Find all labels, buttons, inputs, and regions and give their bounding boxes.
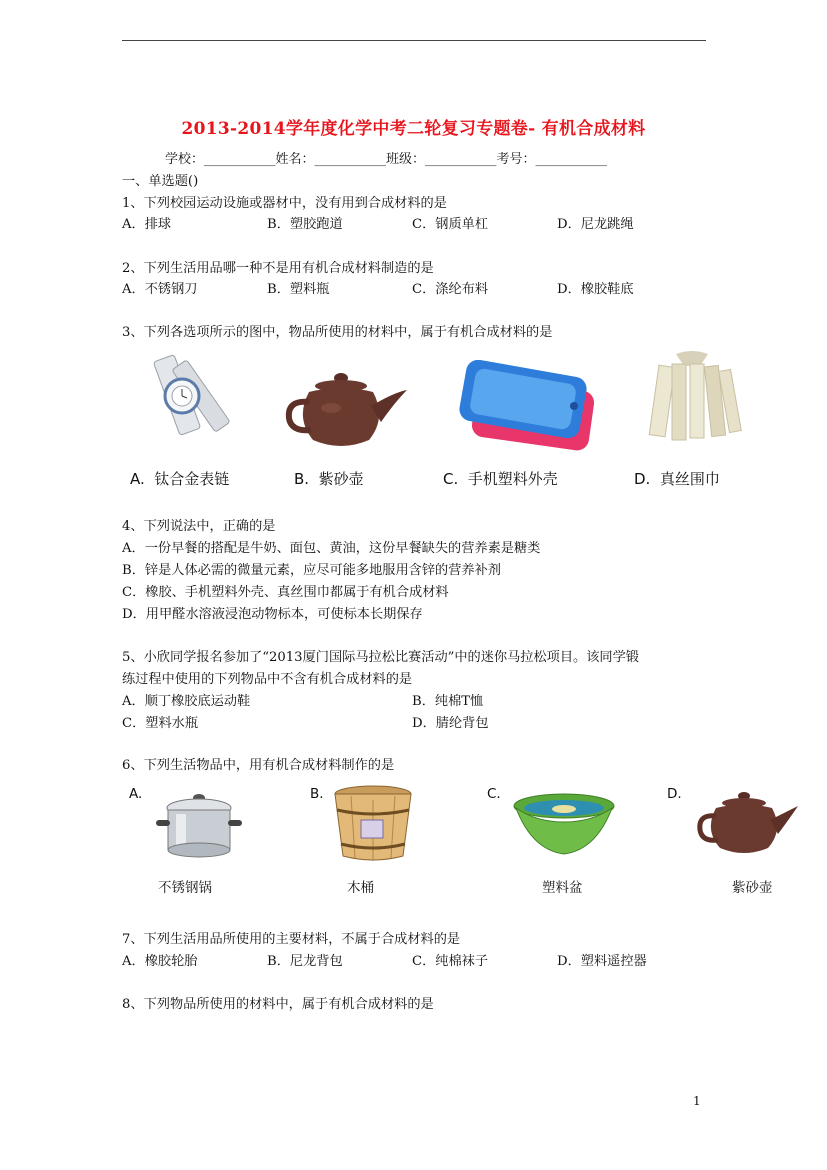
q7-option-b: B．尼龙背包 [267, 954, 343, 969]
q4-option-b: B．锌是人体必需的微量元素，应尽可能多地服用含锌的营养补剂 [122, 563, 501, 578]
wooden-bucket-image [329, 784, 417, 864]
q5-stem-line1: 5、小欣同学报名参加了“2013厦门国际马拉松比赛活动”中的迷你马拉松项目。该同学锻 [122, 650, 639, 665]
q1-option-a: A．排球 [122, 217, 172, 232]
q6-letter-b: B. [310, 786, 324, 802]
q6-caption-c: 塑料盆 [542, 880, 583, 896]
section-heading: 一、单选题() [122, 174, 199, 189]
q2-stem: 2、下列生活用品哪一种不是用有机合成材料制造的是 [122, 261, 434, 276]
q5-option-b: B．纯棉T恤 [412, 694, 484, 709]
q3-stem: 3、下列各选项所示的图中，物品所使用的材料中，属于有机合成材料的是 [122, 325, 553, 340]
page-number: 1 [693, 1094, 701, 1108]
clay-teapot-image-2 [694, 784, 800, 860]
q4-option-c: C．橡胶、手机塑料外壳、真丝围巾都属于有机合成材料 [122, 585, 449, 600]
q4-stem: 4、下列说法中，正确的是 [122, 519, 276, 534]
q6-letter-c: C. [487, 786, 501, 802]
header-rule [122, 40, 706, 41]
q2-option-d: D．橡胶鞋底 [557, 282, 634, 297]
q4-option-a: A．一份早餐的搭配是牛奶、面包、黄油，这份早餐缺失的营养素是糖类 [122, 541, 541, 556]
clay-teapot-image [283, 362, 411, 454]
q8-stem: 8、下列物品所使用的材料中，属于有机合成材料的是 [122, 997, 434, 1012]
q7-option-d: D．塑料遥控器 [557, 954, 647, 969]
stainless-pot-image [154, 786, 244, 862]
plastic-basin-image [512, 792, 616, 858]
q5-stem-line2: 练过程中使用的下列物品中不含有机合成材料的是 [122, 672, 413, 687]
q4-option-d: D．用甲醛水溶液浸泡动物标本，可使标本长期保存 [122, 607, 423, 622]
q5-option-c: C．塑料水瓶 [122, 716, 199, 731]
q5-option-a: A．顺丁橡胶底运动鞋 [122, 694, 251, 709]
titanium-watch-band-image [148, 352, 240, 438]
q3-caption-d: D. 真丝围巾 [634, 470, 720, 488]
q6-stem: 6、下列生活物品中，用有机合成材料制作的是 [122, 758, 395, 773]
q6-caption-b: 木桶 [347, 880, 374, 896]
q5-option-d: D．腈纶背包 [412, 716, 489, 731]
silk-scarf-image [640, 348, 746, 444]
q6-letter-a: A. [129, 786, 143, 802]
q6-caption-a: 不锈钢锅 [158, 880, 212, 896]
q3-caption-b: B. 紫砂壶 [294, 470, 364, 488]
q6-letter-d: D. [667, 786, 682, 802]
q1-stem: 1、下列校园运动设施或器材中，没有用到合成材料的是 [122, 196, 447, 211]
q7-option-c: C．纯棉袜子 [412, 954, 489, 969]
q2-option-c: C．涤纶布料 [412, 282, 489, 297]
q1-option-d: D．尼龙跳绳 [557, 217, 634, 232]
phone-plastic-case-image [456, 360, 602, 452]
q7-option-a: A．橡胶轮胎 [122, 954, 198, 969]
q1-option-b: B．塑胶跑道 [267, 217, 343, 232]
q2-option-b: B．塑料瓶 [267, 282, 330, 297]
q6-caption-d: 紫砂壶 [732, 880, 773, 896]
q3-caption-c: C. 手机塑料外壳 [443, 470, 558, 488]
page-title: 2013-2014学年度化学中考二轮复习专题卷- 有机合成材料 [181, 119, 646, 139]
q1-option-c: C．钢质单杠 [412, 217, 489, 232]
student-info-line: 学校：___________姓名：___________班级：___________考号：___________ [165, 152, 608, 167]
q7-stem: 7、下列生活用品所使用的主要材料，不属于合成材料的是 [122, 932, 461, 947]
q3-caption-a: A. 钛合金表链 [130, 470, 230, 488]
q2-option-a: A．不锈钢刀 [122, 282, 198, 297]
